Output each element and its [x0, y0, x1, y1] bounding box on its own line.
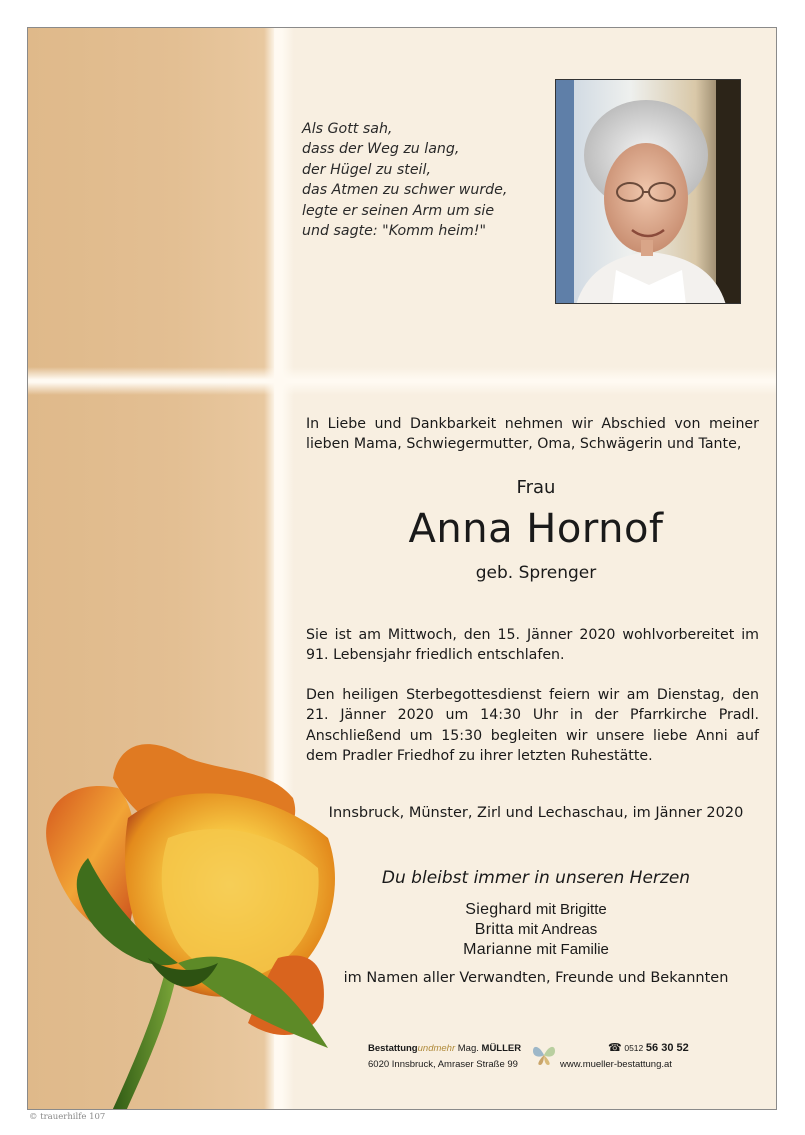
company-name-c: Mag. [455, 1043, 482, 1054]
company-address: 6020 Innsbruck, Amraser Straße 99 [368, 1059, 518, 1070]
salutation: Frau [516, 477, 556, 498]
mourner-name: Sieghard [465, 901, 532, 918]
website-link[interactable]: www.mueller-bestattung.at [560, 1059, 672, 1070]
portrait-photo [555, 79, 741, 304]
mourner-line [294, 940, 777, 960]
poem-line: legte er seinen Arm um sie [302, 202, 495, 219]
phone-number: 56 30 52 [645, 1042, 689, 1054]
phone-icon: ☎ [608, 1042, 622, 1054]
mourners-list [294, 900, 777, 960]
phone [608, 1041, 689, 1054]
mourner-line [294, 920, 777, 940]
company-name-b: undmehr [417, 1043, 456, 1054]
poem-line: dass der Weg zu lang, [302, 141, 460, 158]
intro-text: In Liebe und Dankbarkeit nehmen wir Abschied von meiner lieben Mama, Schwiegermutter, Oma, Schwägerin und Tante, [306, 416, 759, 453]
mourner-line [294, 900, 777, 920]
mourner-suffix: mit Andreas [513, 921, 598, 938]
poem-line: Als Gott sah, [302, 121, 393, 137]
poem-line: der Hügel zu steil, [302, 161, 431, 178]
death-notice: Sie ist am Mittwoch, den 15. Jänner 2020 wohlvorbereitet im 91. Lebensjahr friedlich entschlafen. [306, 627, 759, 664]
mourner-suffix: mit Familie [532, 941, 609, 958]
copyright: © trauerhilfe 107 [29, 1112, 106, 1122]
rose-stem [112, 968, 178, 1110]
maiden-name: geb. Sprenger [475, 563, 597, 583]
mourner-name: Marianne [463, 941, 533, 958]
deceased-name: Anna Hornof [408, 506, 664, 552]
obituary-card [27, 27, 777, 1110]
company-name-d: MÜLLER [481, 1043, 522, 1054]
motto: Du bleibst immer in unseren Herzen [381, 868, 691, 888]
poem-line: und sagte: "Komm heim!" [302, 223, 487, 240]
cross-horizontal-beam [28, 367, 776, 395]
mourner-suffix: mit Brigitte [531, 901, 607, 918]
poem [302, 119, 532, 241]
poem-line: das Atmen zu schwer wurde, [302, 182, 508, 199]
funeral-notice: Den heiligen Sterbegottesdienst feiern wir am Dienstag, den 21. Jänner 2020 um 14:30 Uhr in der Pfarrkirche Pradl. Anschließend um 15:30 begleiten wir unsere liebe Anni auf dem Pradler Friedhof zu ihrer letzten Ruhestätte. [306, 687, 759, 764]
funeral-home-footer [368, 1043, 728, 1073]
company-name-a: Bestattung [368, 1043, 418, 1054]
butterfly-logo-icon [531, 1043, 557, 1067]
relatives-text: im Namen aller Verwandten, Freunde und Bekannten [343, 970, 729, 986]
phone-prefix: 0512 [624, 1043, 644, 1053]
company-name [368, 1043, 521, 1054]
place-date: Innsbruck, Münster, Zirl und Lechaschau, im Jänner 2020 [328, 805, 744, 821]
mourner-name: Britta [474, 921, 514, 938]
